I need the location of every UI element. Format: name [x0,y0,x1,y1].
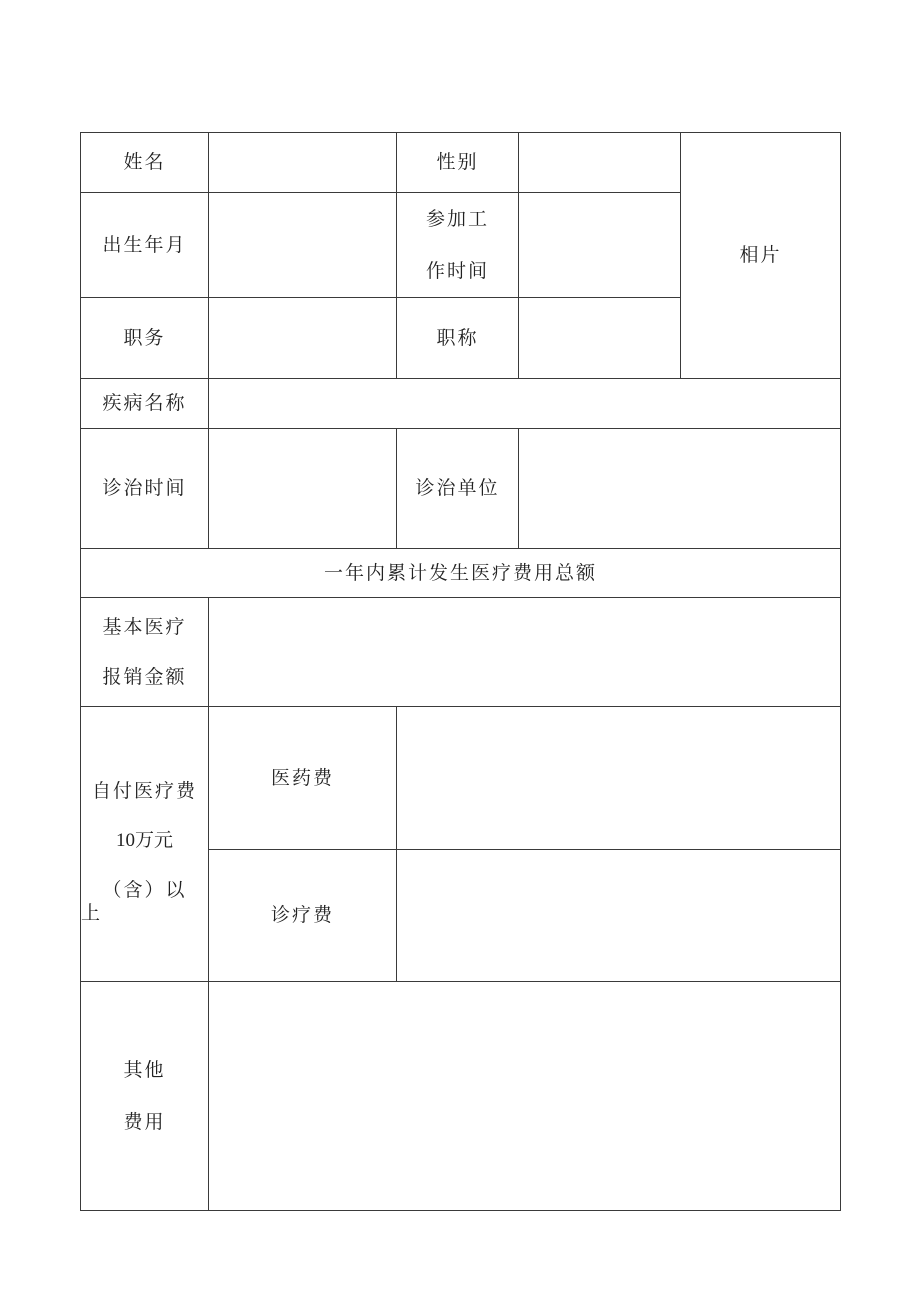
treatment-fee-field[interactable] [397,850,841,982]
other-fee-label-line1: 其他 [123,1059,166,1081]
birth-field[interactable] [209,193,397,298]
medical-expense-form [80,132,841,1211]
gender-field[interactable] [519,133,681,193]
name-field[interactable] [209,133,397,193]
self-pay-label-line3: （含）以 [102,879,187,901]
medicine-fee-field[interactable] [397,707,841,850]
treatment-unit-label: 诊治单位 [397,429,519,549]
basic-reimburse-label-line2: 报销金额 [102,666,187,688]
name-label: 姓名 [81,133,209,193]
other-fee-field[interactable] [209,982,841,1211]
basic-reimburse-field[interactable] [209,598,841,707]
title-label: 职称 [397,298,519,379]
treatment-fee-label: 诊疗费 [209,850,397,982]
position-field[interactable] [209,298,397,379]
photo-cell[interactable]: 相片 [681,133,841,379]
title-field[interactable] [519,298,681,379]
treatment-unit-field[interactable] [519,429,841,549]
treatment-time-field[interactable] [209,429,397,549]
other-fee-label-line2: 费用 [123,1111,166,1133]
basic-reimburse-label-line1: 基本医疗 [102,616,187,638]
self-pay-label [81,707,209,982]
annual-total-header: 一年内累计发生医疗费用总额 [81,549,841,598]
work-start-field[interactable] [519,193,681,298]
treatment-time-label: 诊治时间 [81,429,209,549]
self-pay-label-line1: 自付医疗费 [91,780,197,802]
disease-field[interactable] [209,379,841,429]
gender-label: 性别 [397,133,519,193]
birth-label: 出生年月 [81,193,209,298]
self-pay-label-line2: 10万元 [115,830,173,851]
self-pay-label-line4: 上 [81,902,103,924]
work-start-label-line2: 作时间 [425,260,489,282]
work-start-label-line1: 参加工 [425,208,489,230]
basic-reimburse-label [81,598,209,707]
other-fee-label [81,982,209,1211]
position-label: 职务 [81,298,209,379]
disease-label: 疾病名称 [81,379,209,429]
medicine-fee-label: 医药费 [209,707,397,850]
work-start-label [397,193,519,298]
